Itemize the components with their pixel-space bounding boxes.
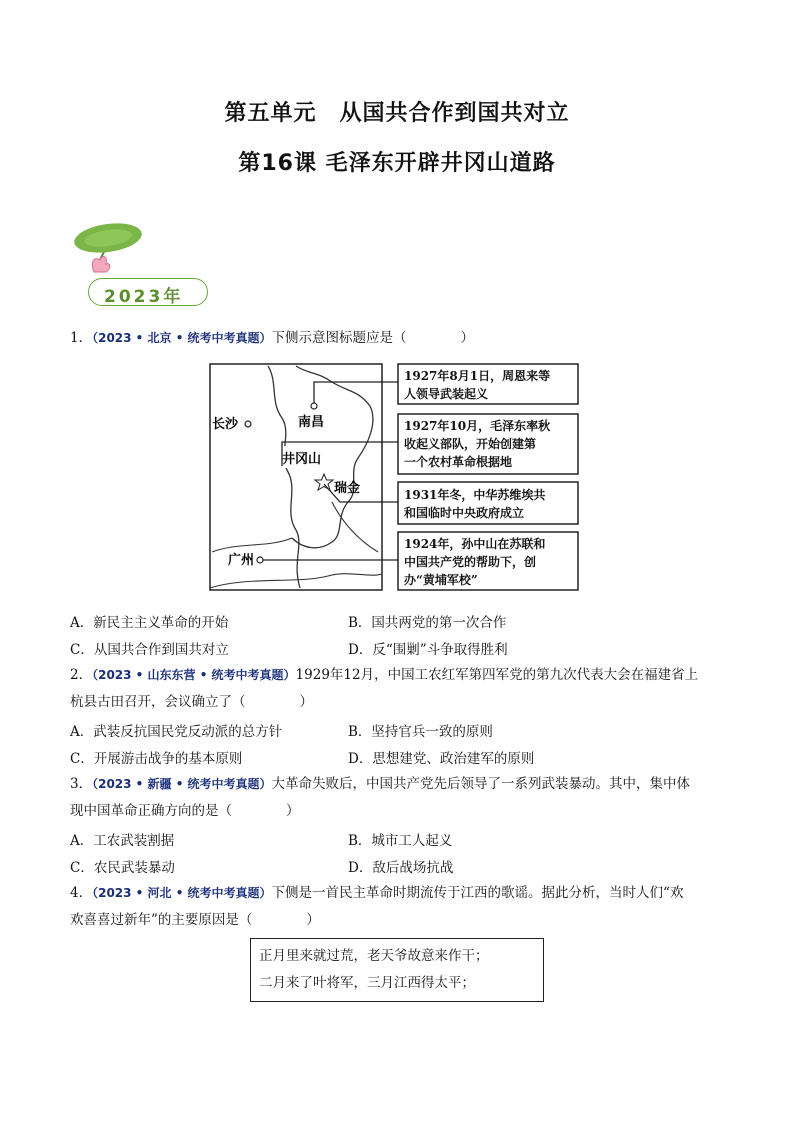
option-3a[interactable]: A．工农武装割据 xyxy=(70,833,175,849)
note-4-line-1: 1924年，孙中山在苏联和 xyxy=(404,537,546,551)
option-3b[interactable]: B．城市工人起义 xyxy=(348,833,453,849)
changsha-marker xyxy=(245,421,251,427)
option-1c[interactable]: C．从国共合作到国共对立 xyxy=(70,642,229,658)
note-1-line-2: 人领导武装起义 xyxy=(404,387,489,401)
ruijin-label: 瑞金 xyxy=(334,481,361,496)
year-badge xyxy=(72,222,212,306)
note-2-line-3: 一个农村革命根据地 xyxy=(404,455,513,469)
note-1-line-1: 1927年8月1日，周恩来等 xyxy=(404,369,551,383)
option-3d[interactable]: D．敌后战场抗战 xyxy=(348,860,454,876)
guangzhou-marker xyxy=(257,557,263,563)
question-stem: 下侧是一首民主革命时期流传于江西的歌谣。据此分析，当时人们“欢 xyxy=(271,885,684,901)
song-line-1: 正月里来就过荒，老天爷故意来作干； xyxy=(259,948,489,964)
option-3c[interactable]: C．农民武装暴动 xyxy=(70,860,175,876)
option-2a[interactable]: A．武装反抗国民党反动派的总方针 xyxy=(70,724,283,740)
question-1 xyxy=(70,325,730,352)
history-map xyxy=(208,362,583,592)
unit-title: 第五单元 从国共合作到国共对立 xyxy=(224,101,570,126)
option-2d[interactable]: D．思想建党、政治建军的原则 xyxy=(348,751,535,767)
lesson-title: 第16课 毛泽东开辟井冈山道路 xyxy=(238,151,556,176)
question-stem: 下侧示意图标题应是（ ） xyxy=(271,330,475,346)
note-2-line-2: 收起义部队，开始创建第 xyxy=(404,437,537,451)
question-source: （2023 • 山东东营 • 统考中考真题） xyxy=(92,668,296,682)
folk-song-box xyxy=(250,938,544,1002)
option-1b[interactable]: B．国共两党的第一次合作 xyxy=(348,615,507,631)
question-stem-cont: 欢喜喜过新年”的主要原因是（ ） xyxy=(70,912,320,928)
song-line-2: 二月来了叶将军，三月江西得太平； xyxy=(259,975,475,991)
changsha-label: 长沙 xyxy=(212,417,239,432)
note-4-line-2: 中国共产党的帮助下，创 xyxy=(404,555,537,569)
option-2b[interactable]: B．坚持官兵一致的原则 xyxy=(348,724,493,740)
question-2 xyxy=(70,662,730,716)
note-4-line-3: 办“黄埔军校” xyxy=(404,573,478,587)
question-stem-cont: 杭县古田召开，会议确立了（ ） xyxy=(70,694,313,710)
note-3-line-1: 1931年冬，中华苏维埃共 xyxy=(404,488,546,502)
question-3 xyxy=(70,771,730,825)
note-3-line-2: 和国临时中央政府成立 xyxy=(404,506,525,520)
option-1a[interactable]: A．新民主主义革命的开始 xyxy=(70,615,229,631)
question-source: （2023 • 河北 • 统考中考真题） xyxy=(92,886,272,900)
question-number: 1． xyxy=(70,330,93,346)
nanchang-label: 南昌 xyxy=(298,415,325,430)
nanchang-marker xyxy=(311,403,317,409)
option-1d[interactable]: D．反“围剿”斗争取得胜利 xyxy=(348,642,508,658)
year-badge-label: 2023年 xyxy=(104,287,184,307)
question-4 xyxy=(70,880,730,934)
jinggangshan-label: 井冈山 xyxy=(282,452,322,467)
question-stem: 1929年12月，中国工农红军第四军党的第九次代表大会在福建省上 xyxy=(295,667,699,683)
note-2-line-1: 1927年10月，毛泽东率秋 xyxy=(404,419,551,433)
guangzhou-label: 广州 xyxy=(228,553,255,568)
question-source: （2023 • 北京 • 统考中考真题） xyxy=(92,331,272,345)
question-source: （2023 • 新疆 • 统考中考真题） xyxy=(92,777,272,791)
question-number: 3． xyxy=(70,776,93,792)
question-stem: 大革命失败后，中国共产党先后领导了一系列武装暴动。其中，集中体 xyxy=(271,776,691,792)
question-number: 2． xyxy=(70,667,93,683)
option-2c[interactable]: C．开展游击战争的基本原则 xyxy=(70,751,243,767)
question-number: 4． xyxy=(70,885,93,901)
question-stem-cont: 现中国革命正确方向的是（ ） xyxy=(70,803,300,819)
